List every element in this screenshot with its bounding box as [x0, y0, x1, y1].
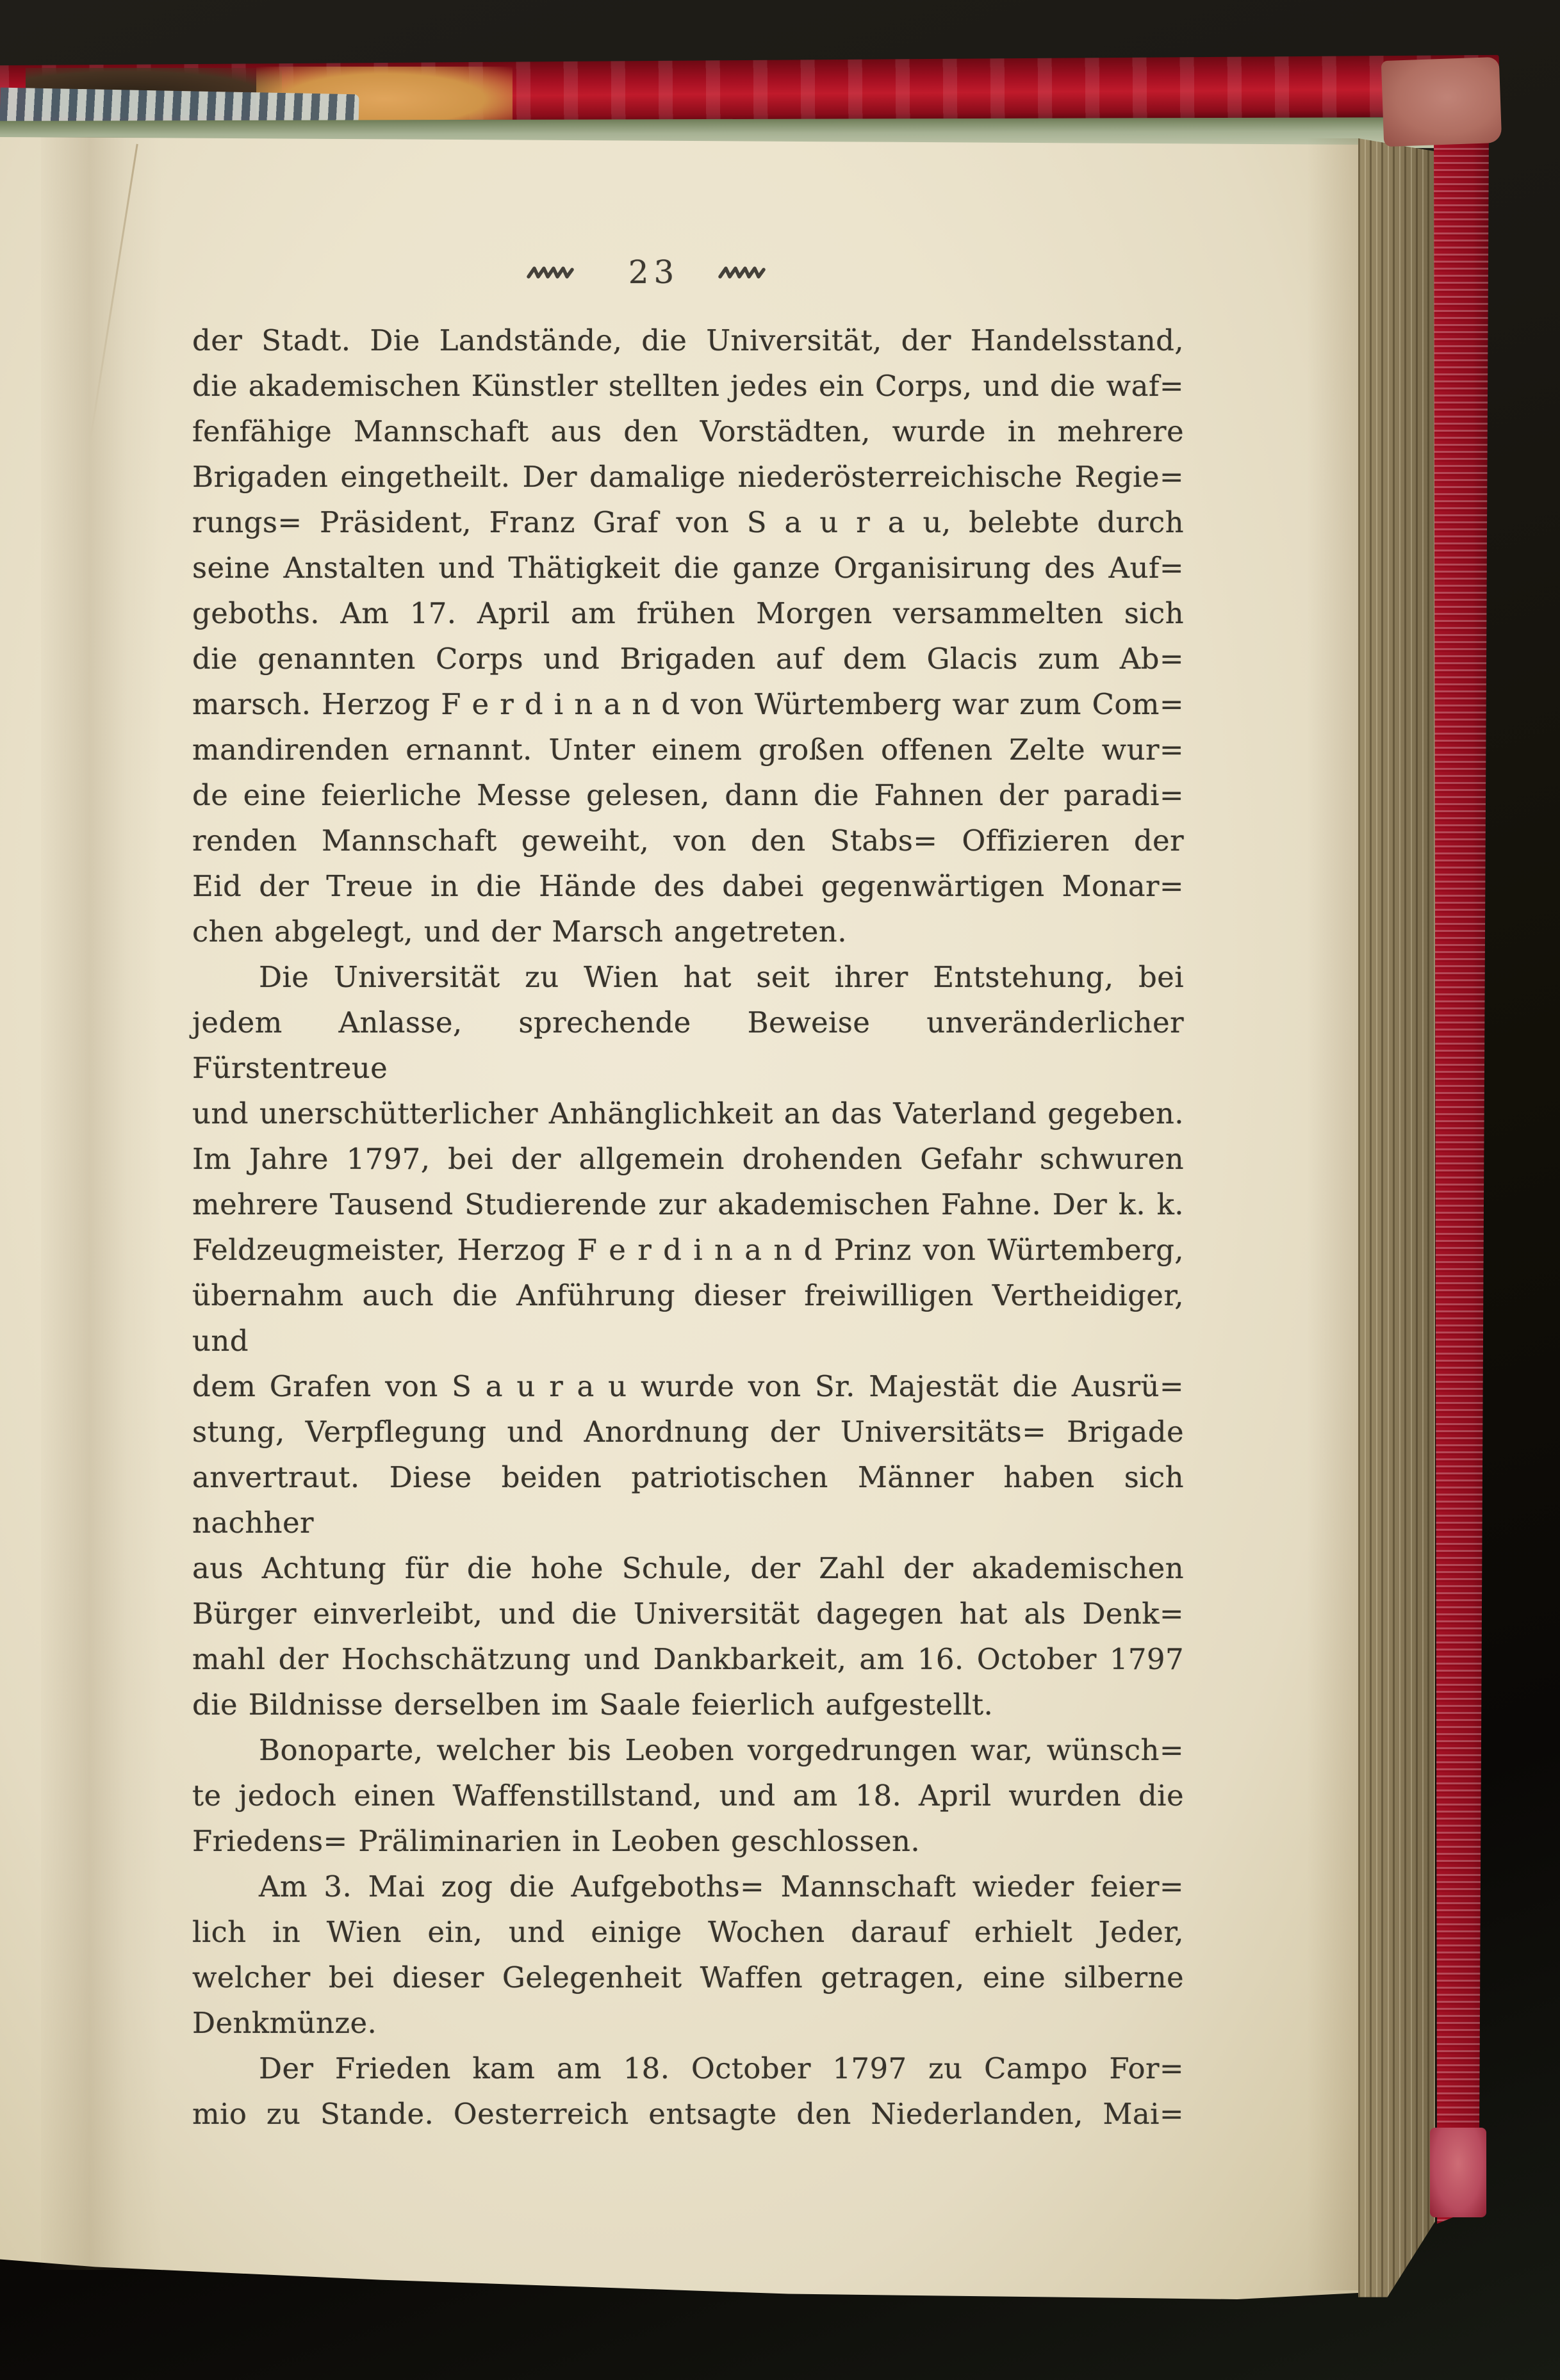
text-line: Eid der Treue in die Hände des dabei gegenwärtigen Monar=	[192, 869, 1184, 903]
book-fore-edge-pages	[1358, 138, 1435, 2299]
text-line: welcher bei dieser Gelegenheit Waffen getragen, eine silberne	[192, 1960, 1184, 1994]
text-line: Im Jahre 1797, bei der allgemein drohenden Gefahr schwuren	[192, 1142, 1184, 1176]
text-line: anvertraut. Diese beiden patriotischen Männer haben sich nachher	[192, 1460, 1184, 1540]
text-line: de eine feierliche Messe gelesen, dann die Fahnen der paradi=	[192, 778, 1184, 812]
text-line: übernahm auch die Anführung dieser freiwilligen Vertheidiger, und	[192, 1278, 1184, 1358]
zigzag-ornament-right-icon	[718, 262, 782, 282]
text-line: aus Achtung für die hohe Schule, der Zahl der akademischen	[192, 1551, 1184, 1585]
worn-cover-bottom-patch	[1430, 2128, 1486, 2217]
text-line: Bürger einverleibt, und die Universität dagegen hat als Denk=	[192, 1597, 1184, 1631]
text-line: fenfähige Mannschaft aus den Vorstädten, wurde in mehrere	[192, 414, 1184, 448]
text-line: Bonoparte, welcher bis Leoben vorgedrungen war, wünsch=	[259, 1733, 1184, 1767]
text-line: Feldzeugmeister, Herzog F e r d i n a n d Prinz von Würtemberg,	[192, 1233, 1184, 1267]
text-line: mandirenden ernannt. Unter einem großen offenen Zelte wur=	[192, 733, 1184, 767]
text-line: die akademischen Künstler stellten jedes ein Corps, und die waf=	[192, 369, 1184, 403]
book-cover-right-band	[1434, 113, 1489, 2224]
text-line: rungs= Präsident, Franz Graf von S a u r a u, belebte durch	[192, 505, 1184, 539]
text-line: jedem Anlasse, sprechende Beweise unveränderlicher Fürstentreue	[192, 1006, 1184, 1085]
gutter-shadow	[41, 137, 163, 2270]
text-line: Friedens= Präliminarien in Leoben geschlossen.	[192, 1824, 921, 1858]
text-line: lich in Wien ein, und einige Wochen darauf erhielt Jeder,	[192, 1915, 1184, 1949]
text-line: mio zu Stande. Oesterreich entsagte den Niederlanden, Mai=	[192, 2097, 1184, 2131]
text-line: der Stadt. Die Landstände, die Universität, der Handelsstand,	[192, 323, 1184, 357]
text-line: stung, Verpflegung und Anordnung der Universitäts= Brigade	[192, 1415, 1184, 1449]
text-line: Der Frieden kam am 18. October 1797 zu Campo For=	[259, 2051, 1184, 2085]
page-header	[159, 251, 1149, 293]
page-right-edge-shade	[1307, 138, 1359, 2290]
text-line: te jedoch einen Waffenstillstand, und am 18. April wurden die	[192, 1779, 1184, 1813]
text-line: mahl der Hochschätzung und Dankbarkeit, am 16. October 1797	[192, 1642, 1184, 1676]
text-line: Am 3. Mai zog die Aufgeboths= Mannschaft wieder feier=	[259, 1870, 1184, 1903]
text-line: Die Universität zu Wien hat seit ihrer Entstehung, bei	[259, 960, 1184, 994]
zigzag-ornament-left-icon	[526, 262, 590, 282]
text-line: marsch. Herzog F e r d i n a n d von Würtemberg war zum Com=	[192, 687, 1184, 721]
text-line: seine Anstalten und Thätigkeit die ganze Organisirung des Auf=	[192, 551, 1184, 585]
text-line: Brigaden eingetheilt. Der damalige niederösterreichische Regie=	[192, 460, 1184, 494]
page-number: 23	[628, 254, 680, 291]
text-line: Denkmünze.	[192, 2006, 377, 2040]
text-line: die genannten Corps und Brigaden auf dem Glacis zum Ab=	[192, 642, 1184, 676]
text-line: mehrere Tausend Studierende zur akademischen Fahne. Der k. k.	[192, 1187, 1184, 1221]
text-line: chen abgelegt, und der Marsch angetreten.	[192, 915, 847, 949]
text-block	[192, 318, 1184, 2137]
worn-cover-corner	[1381, 57, 1502, 147]
text-line: und unerschütterlicher Anhänglichkeit an das Vaterland gegeben.	[192, 1096, 1184, 1130]
text-line: die Bildnisse derselben im Saale feierlich aufgestellt.	[192, 1688, 994, 1722]
text-line: dem Grafen von S a u r a u wurde von Sr. Majestät die Ausrü=	[192, 1369, 1184, 1403]
text-line: geboths. Am 17. April am frühen Morgen versammelten sich	[192, 596, 1184, 630]
text-line: renden Mannschaft geweiht, von den Stabs= Offizieren der	[192, 824, 1184, 858]
